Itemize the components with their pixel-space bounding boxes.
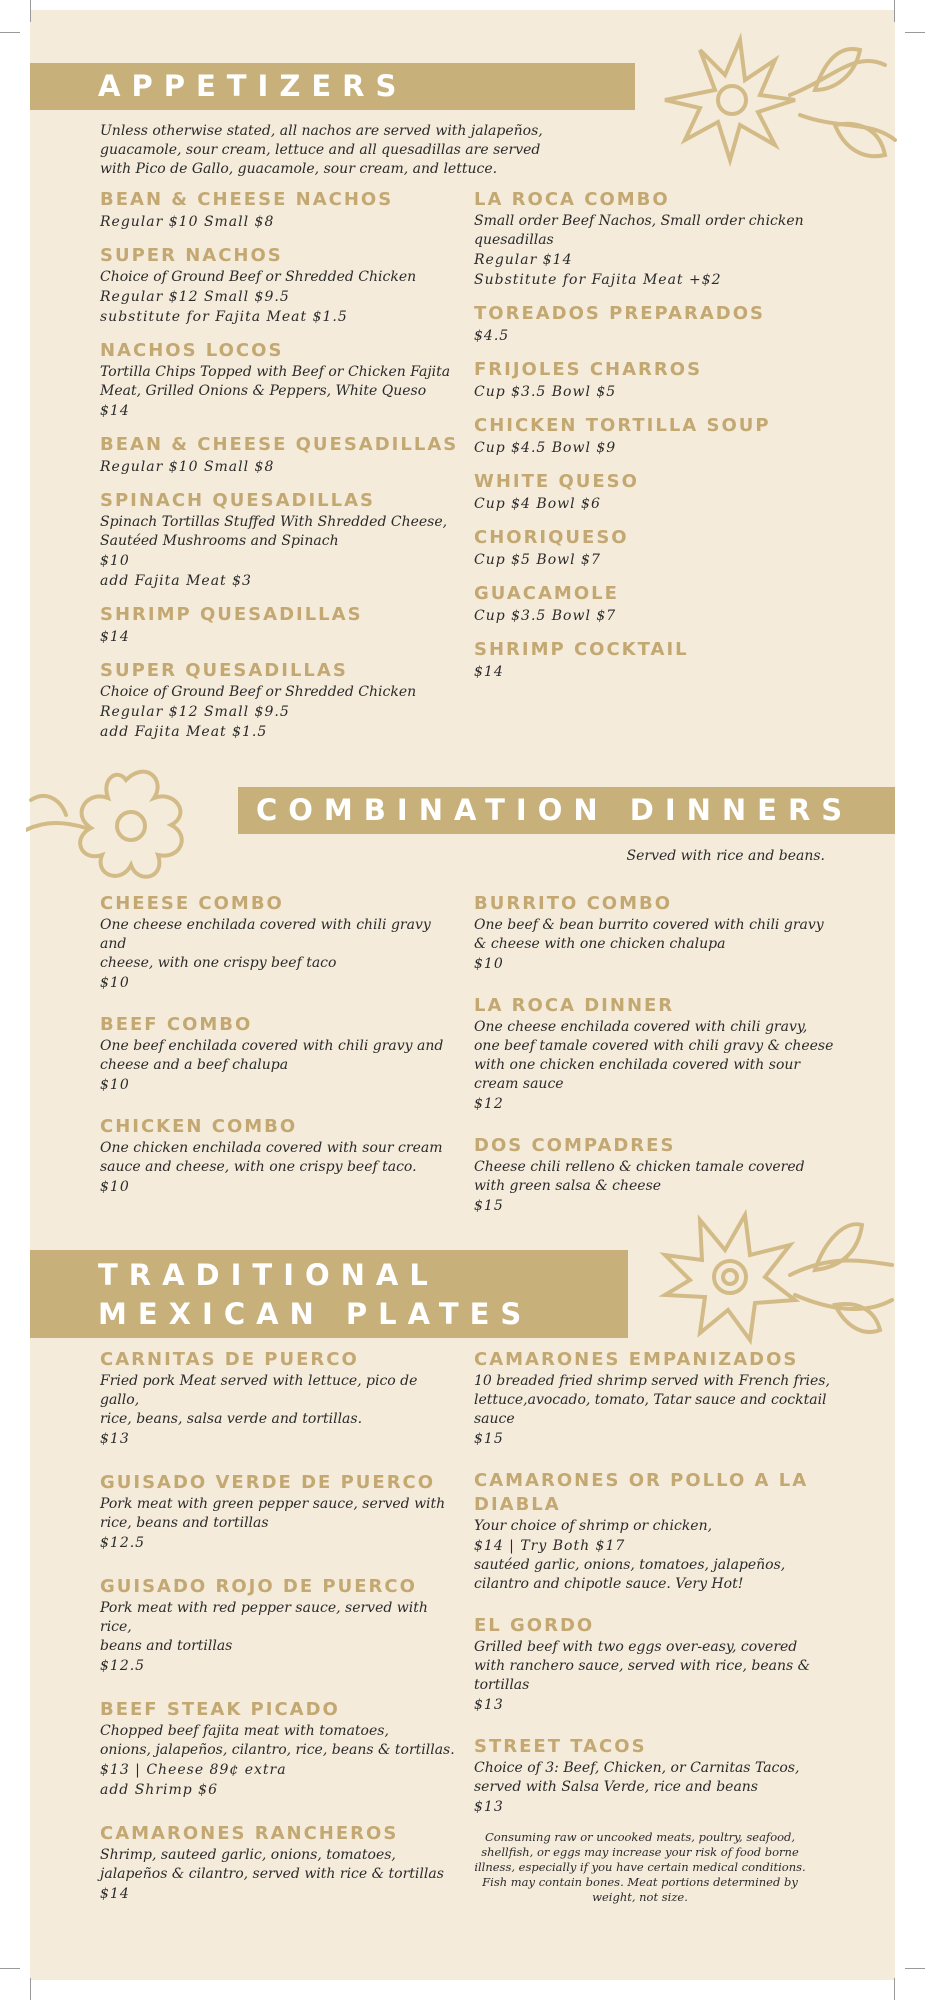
menu-item [100, 603, 460, 647]
menu-item [100, 1115, 460, 1197]
crop-mark [905, 1968, 925, 1969]
menu-item-title: GUISADO VERDE DE PUERCO [100, 1472, 436, 1493]
menu-item-description: Choice of Ground Beef or Shredded Chicken [100, 269, 417, 285]
menu-item-description: & cheese with one chicken chalupa [474, 936, 726, 952]
menu-item [100, 1013, 460, 1095]
menu-item-price: $4.5 [474, 328, 510, 344]
menu-item-title: CARNITAS DE PUERCO [100, 1349, 359, 1370]
crop-mark [894, 0, 895, 22]
menu-item-price: $14 [100, 629, 130, 645]
menu-item-title: CHICKEN COMBO [100, 1116, 298, 1137]
menu-item-price: substitute for Fajita Meat $1.5 [100, 309, 348, 325]
menu-item-title: BURRITO COMBO [474, 893, 673, 914]
menu-item-price: add Fajita Meat $3 [100, 573, 252, 589]
menu-item-title: LA ROCA COMBO [474, 189, 670, 210]
menu-item-description: with ranchero sauce, served with rice, beans & [474, 1658, 811, 1674]
menu-item-description: Shrimp, sauteed garlic, onions, tomatoes, [100, 1847, 396, 1863]
menu-item [474, 1348, 844, 1449]
menu-item-description: One cheese enchilada covered with chili gravy, [474, 1019, 808, 1035]
menu-item-description: rice, beans and tortillas [100, 1515, 269, 1531]
menu-item [474, 414, 834, 458]
appetizers-intro: Unless otherwise stated, all nachos are served with jalapeños, guacamole, sour cream, lettuce and all quesadillas are served with Pico de Gallo, guacamole, sour cream, and lettuce. [100, 123, 543, 177]
menu-item-title: CHORIQUESO [474, 527, 629, 548]
menu-item-title: TOREADOS PREPARADOS [474, 303, 765, 324]
menu-item-price: Cup $3.5 Bowl $5 [474, 384, 617, 400]
menu-item [474, 526, 834, 570]
menu-item-title: SHRIMP COCKTAIL [474, 639, 689, 660]
menu-item-price: Regular $10 Small $8 [100, 214, 275, 230]
traditional-left-column [100, 1348, 460, 1926]
menu-item-price: $14 [100, 403, 130, 419]
menu-item-description: Chopped beef fajita meat with tomatoes, [100, 1723, 389, 1739]
menu-item [474, 638, 834, 682]
combination-dinners-note: Served with rice and beans. [626, 848, 825, 864]
menu-item-description: One beef enchilada covered with chili gravy and [100, 1038, 444, 1054]
menu-item-description: one beef tamale covered with chili gravy & cheese [474, 1038, 834, 1054]
menu-item-price: add Fajita Meat $1.5 [100, 724, 268, 740]
menu-item [474, 188, 834, 290]
menu-item [100, 892, 460, 993]
menu-item-price: $14 | Try Both $17 [474, 1538, 626, 1554]
menu-item [474, 302, 834, 346]
menu-item-price: Cup $5 Bowl $7 [474, 552, 601, 568]
menu-item [474, 358, 834, 402]
menu-item-price: $12.5 [100, 1658, 146, 1674]
menu-item-price: $13 [100, 1431, 130, 1447]
menu-item-description: quesadillas [474, 232, 554, 248]
menu-item [100, 433, 460, 477]
menu-item-price: Regular $12 Small $9.5 [100, 289, 290, 305]
menu-item-title: EL GORDO [474, 1615, 595, 1636]
menu-item-description: Choice of Ground Beef or Shredded Chicken [100, 684, 417, 700]
menu-item-title: WHITE QUESO [474, 471, 639, 492]
menu-item [474, 1134, 834, 1216]
flower-ornament-icon [26, 760, 226, 880]
menu-item-price: $12 [474, 1096, 504, 1112]
menu-item-title: SHRIMP QUESADILLAS [100, 604, 363, 625]
traditional-plates-heading: TRADITIONAL MEXICAN PLATES [30, 1250, 628, 1338]
menu-item-description: sautéed garlic, onions, tomatoes, jalapeños, [474, 1557, 786, 1573]
menu-item-description: One beef & bean burrito covered with chili gravy [474, 917, 824, 933]
crop-mark [0, 1968, 20, 1969]
menu-item-description: with one chicken enchilada covered with sour [474, 1057, 801, 1073]
menu-item-description: Tortilla Chips Topped with Beef or Chicken Fajita [100, 364, 451, 380]
menu-item-title: FRIJOLES CHARROS [474, 359, 703, 380]
menu-item [100, 1822, 460, 1904]
menu-item-title: LA ROCA DINNER [474, 995, 675, 1016]
menu-item-title: BEEF COMBO [100, 1014, 253, 1035]
menu-item-title: SUPER NACHOS [100, 245, 283, 266]
menu-item-price: $14 [474, 664, 504, 680]
menu-item-title: CAMARONES OR POLLO A LA DIABLA [474, 1470, 809, 1515]
menu-item-description: cheese and a beef chalupa [100, 1057, 289, 1073]
menu-item [474, 1614, 844, 1715]
menu-item-description: onions, jalapeños, cilantro, rice, beans & tortillas. [100, 1742, 455, 1758]
combination-right-column [474, 892, 834, 1236]
menu-item-price: Regular $14 [474, 252, 573, 268]
menu-item-description: One chicken enchilada covered with sour cream [100, 1140, 443, 1156]
menu-item [100, 489, 460, 591]
menu-item [474, 470, 834, 514]
menu-item-title: CHICKEN TORTILLA SOUP [474, 415, 771, 436]
menu-item-title: GUACAMOLE [474, 583, 619, 604]
menu-item-price: $14 [100, 1886, 130, 1902]
menu-item-title: SUPER QUESADILLAS [100, 660, 348, 681]
menu-item [100, 659, 460, 742]
crop-mark [30, 0, 31, 22]
menu-item [474, 1735, 844, 1817]
menu-item-price: Substitute for Fajita Meat +$2 [474, 272, 722, 288]
menu-item-description: Grilled beef with two eggs over-easy, covered [474, 1639, 798, 1655]
combination-left-column [100, 892, 460, 1217]
menu-item [100, 188, 460, 232]
menu-item-price: $10 [100, 553, 130, 569]
appetizers-left-column [100, 188, 460, 754]
menu-item-price: $13 [474, 1697, 504, 1713]
menu-item-description: jalapeños & cilantro, served with rice & tortillas [100, 1866, 444, 1882]
menu-item-title: BEAN & CHEESE NACHOS [100, 189, 394, 210]
menu-item-price: Cup $4 Bowl $6 [474, 496, 601, 512]
menu-item-price: Cup $3.5 Bowl $7 [474, 608, 617, 624]
menu-item-price: $13 | Cheese 89¢ extra [100, 1762, 287, 1778]
crop-mark [905, 32, 925, 33]
menu-item-description: Meat, Grilled Onions & Peppers, White Queso [100, 383, 427, 399]
menu-item-description: sauce [474, 1411, 515, 1427]
menu-item-description: Fried pork Meat served with lettuce, pico de gallo, [100, 1373, 418, 1408]
menu-item-title: GUISADO ROJO DE PUERCO [100, 1576, 417, 1597]
menu-item-description: Pork meat with red pepper sauce, served with rice, [100, 1600, 428, 1635]
crop-mark [894, 1978, 895, 2000]
appetizers-right-column [474, 188, 834, 694]
menu-item-description: beans and tortillas [100, 1638, 233, 1654]
traditional-right-column [474, 1348, 844, 1837]
menu-item-price: Regular $10 Small $8 [100, 459, 275, 475]
menu-item-title: CAMARONES EMPANIZADOS [474, 1349, 799, 1370]
menu-item [474, 582, 834, 626]
menu-item-description: served with Salsa Verde, rice and beans [474, 1779, 758, 1795]
menu-item-price: $10 [100, 1179, 130, 1195]
combination-dinners-heading: COMBINATION DINNERS [238, 787, 895, 834]
menu-item-title: NACHOS LOCOS [100, 340, 284, 361]
menu-item-price: Cup $4.5 Bowl $9 [474, 440, 617, 456]
menu-item-description: Cheese chili relleno & chicken tamale covered [474, 1159, 805, 1175]
menu-item-description: tortillas [474, 1677, 530, 1693]
menu-item-title: BEEF STEAK PICADO [100, 1699, 340, 1720]
menu-item-price: $12.5 [100, 1535, 146, 1551]
menu-item-description: lettuce,avocado, tomato, Tatar sauce and cocktail [474, 1392, 827, 1408]
menu-item-description: One cheese enchilada covered with chili gravy and [100, 917, 431, 952]
menu-item [100, 244, 460, 327]
menu-item-description: Choice of 3: Beef, Chicken, or Carnitas Tacos, [474, 1760, 800, 1776]
menu-item-title: STREET TACOS [474, 1736, 647, 1757]
menu-item-description: sauce and cheese, with one crispy beef taco. [100, 1159, 417, 1175]
menu-item-title: CHEESE COMBO [100, 893, 284, 914]
menu-item-description: cilantro and chipotle sauce. Very Hot! [474, 1576, 744, 1592]
menu-item-description: Small order Beef Nachos, Small order chicken [474, 213, 804, 229]
menu-item [100, 1348, 460, 1449]
menu-item-description: with green salsa & cheese [474, 1178, 662, 1194]
menu-item-description: 10 breaded fried shrimp served with French fries, [474, 1373, 830, 1389]
menu-item-title: BEAN & CHEESE QUESADILLAS [100, 434, 459, 455]
menu-item-description: cheese, with one crispy beef taco [100, 955, 337, 971]
menu-item-description: rice, beans, salsa verde and tortillas. [100, 1411, 363, 1427]
menu-item [474, 994, 834, 1114]
menu-item-price: $10 [100, 1077, 130, 1093]
menu-item [100, 1471, 460, 1553]
menu-item-title: DOS COMPADRES [474, 1135, 676, 1156]
appetizers-heading: APPETIZERS [30, 63, 635, 110]
menu-item [100, 339, 460, 421]
menu-item-price: $13 [474, 1799, 504, 1815]
menu-item-description: Spinach Tortillas Stuffed With Shredded Cheese, [100, 514, 448, 530]
menu-item-description: cream sauce [474, 1076, 564, 1092]
menu-item [100, 1698, 460, 1800]
menu-item-price: Regular $12 Small $9.5 [100, 704, 290, 720]
menu-item [100, 1575, 460, 1676]
menu-item-price: $15 [474, 1431, 504, 1447]
menu-item-title: SPINACH QUESADILLAS [100, 490, 375, 511]
flower-ornament-icon [640, 20, 900, 170]
menu-item-title: CAMARONES RANCHEROS [100, 1823, 399, 1844]
menu-item [474, 892, 834, 974]
crop-mark [30, 1978, 31, 2000]
menu-item-price: $15 [474, 1198, 504, 1214]
menu-item-price: add Shrimp $6 [100, 1782, 218, 1798]
menu-item-description: Pork meat with green pepper sauce, served with [100, 1496, 446, 1512]
menu-item-description: Sautéed Mushrooms and Spinach [100, 533, 339, 549]
crop-mark [0, 32, 20, 33]
menu-item-price: $10 [100, 975, 130, 991]
menu-item-price: $10 [474, 956, 504, 972]
menu-item [474, 1469, 844, 1594]
menu-item-description: Your choice of shrimp or chicken, [474, 1518, 713, 1534]
food-safety-disclaimer: Consuming raw or uncooked meats, poultry, seafood, shellfish, or eggs may increase your risk of food borne illness, especially if you have certain medical conditions. Fish may contain bones. Meat portions determined by weight, not size. [474, 1830, 806, 1904]
